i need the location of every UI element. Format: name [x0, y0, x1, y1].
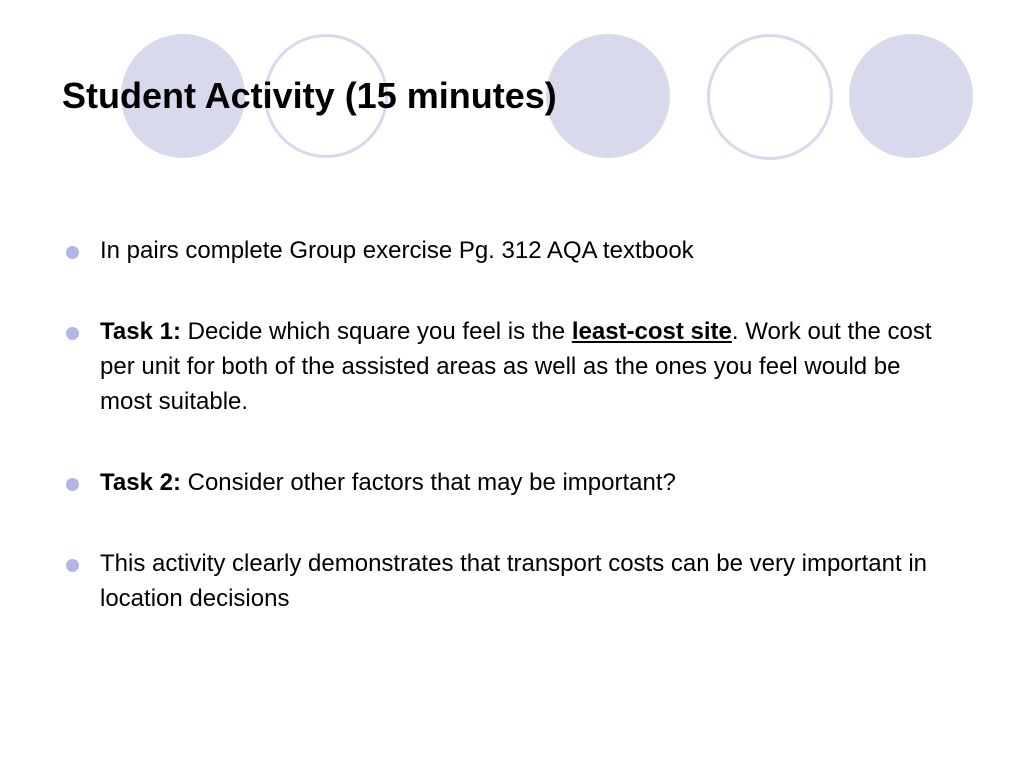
bullet-dot-icon	[66, 559, 79, 572]
decorative-filled-circle	[546, 34, 670, 158]
slide-title: Student Activity (15 minutes)	[62, 75, 557, 116]
bullet-dot-icon	[66, 327, 79, 340]
emphasized-term: least-cost site	[571, 318, 732, 345]
bullet-item-pairs-exercise	[64, 233, 954, 268]
bullet-list	[64, 233, 954, 616]
task-label: Task 2:	[100, 469, 181, 496]
bullet-dot-icon	[66, 478, 79, 491]
bullet-text: In pairs complete Group exercise Pg. 312 AQA textbook	[100, 237, 694, 264]
bullet-item-task-1	[64, 314, 954, 419]
decorative-filled-circle	[849, 34, 973, 158]
bullet-text: Consider other factors that may be important?	[180, 469, 676, 496]
decorative-outline-circle	[707, 34, 833, 160]
task-label: Task 1:	[100, 318, 181, 345]
bullet-text: Decide which square you feel is the	[180, 318, 572, 345]
bullet-item-task-2	[64, 465, 954, 500]
bullet-item-conclusion	[64, 546, 954, 616]
bullet-text: This activity clearly demonstrates that transport costs can be very important in location decisions	[100, 550, 928, 612]
bullet-text: . Work out the cost per unit for both of the assisted areas as well as the ones you feel would be most suitable.	[100, 318, 932, 415]
bullet-dot-icon	[66, 246, 79, 259]
